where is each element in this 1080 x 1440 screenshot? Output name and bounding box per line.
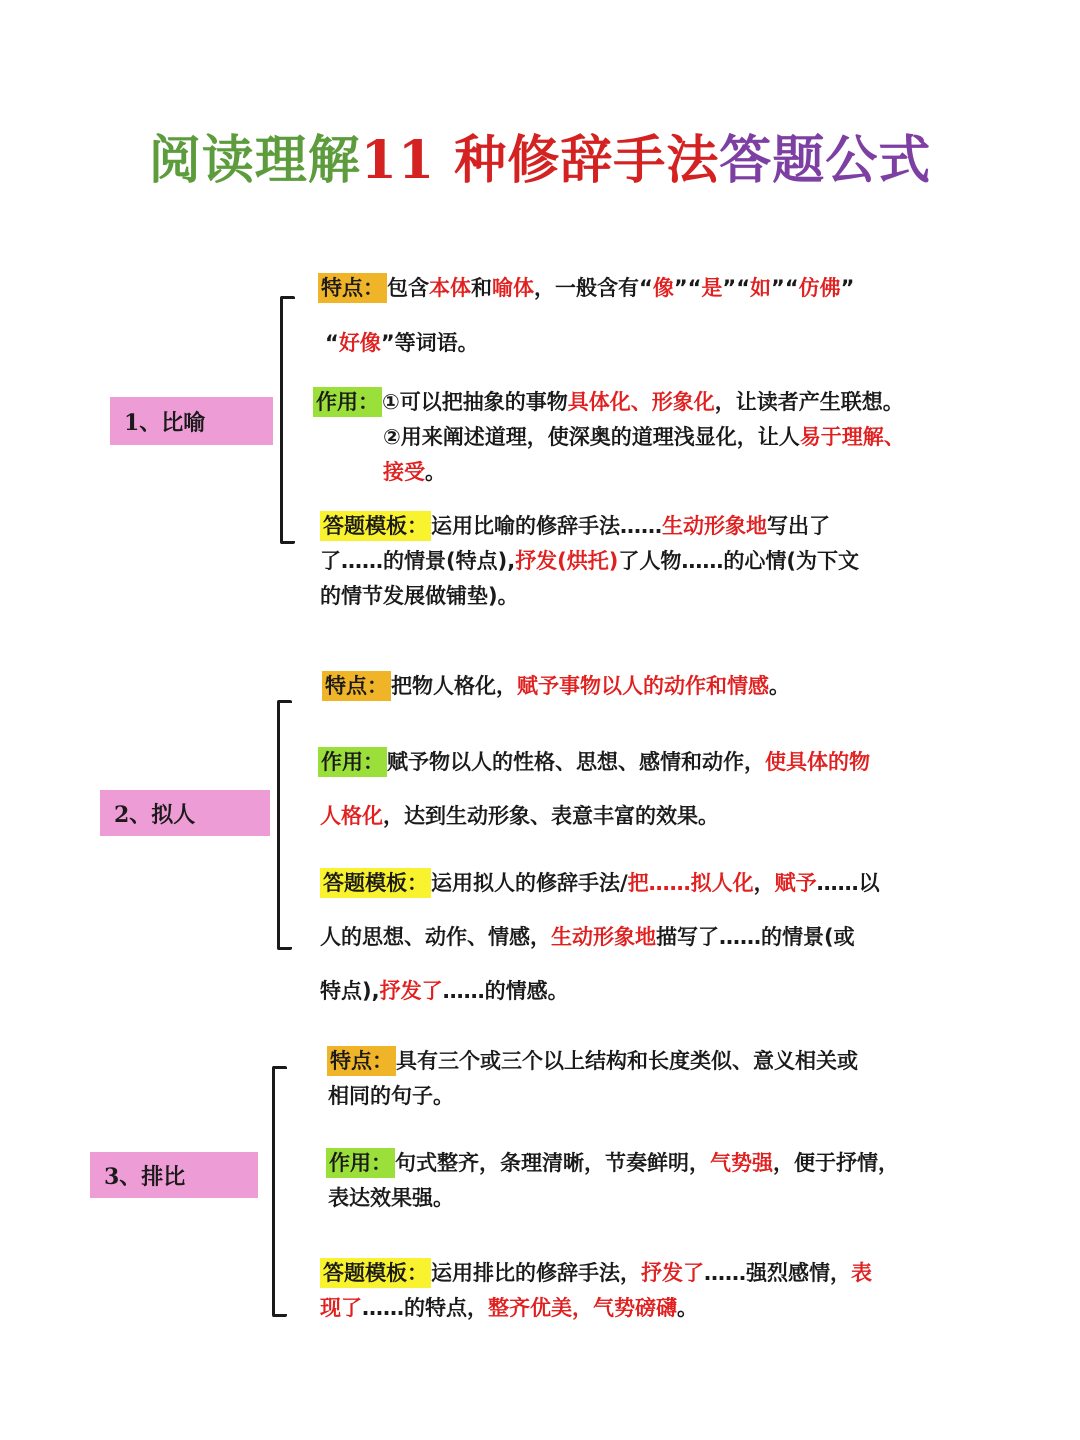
template-line-2 (320, 921, 855, 951)
bracket-3 (272, 1066, 287, 1317)
template-tag: 答题模板： (320, 868, 431, 898)
highlight: 如 (750, 276, 772, 300)
effect-tag: 作用： (318, 747, 387, 777)
template-line-1 (320, 1257, 872, 1287)
feature-tag: 特点： (327, 1046, 396, 1076)
feature-line-1 (327, 1045, 858, 1075)
effect-line-1 (318, 746, 870, 776)
text: ②用来阐述道理，使深奥的道理浅显化，让人 (383, 425, 800, 449)
highlight: 抒发了 (379, 979, 443, 1003)
text: 具有三个或三个以上结构和长度类似、意义相关或 (396, 1049, 858, 1073)
template-line-1 (320, 510, 830, 540)
highlight: 赋予 (774, 871, 817, 895)
highlight: 把……拟人化 (627, 871, 754, 895)
feature-line-2 (328, 1080, 454, 1110)
highlight: 现了 (320, 1296, 362, 1320)
text: 运用排比的修辞手法， (431, 1261, 641, 1285)
effect-line-2 (383, 421, 905, 451)
effect-tag: 作用： (313, 387, 382, 417)
text: ……的特点， (362, 1296, 488, 1320)
highlight: 具体化、形象化 (567, 390, 715, 414)
effect-line-2 (320, 800, 719, 830)
text: 特点), (320, 979, 380, 1003)
template-line-2 (320, 545, 859, 575)
bracket-2 (277, 700, 292, 950)
text: 的情节发展做铺垫)。 (320, 584, 519, 608)
text: ” (840, 276, 855, 300)
text: 。 (769, 674, 790, 698)
feature-line-2 (325, 327, 479, 357)
text: ，便于抒情， (773, 1151, 899, 1175)
highlight: 生动形象地 (551, 925, 656, 949)
text: 了人物……的心情(为下文 (618, 549, 859, 573)
highlight: 接受 (383, 460, 425, 484)
highlight: 仿佛 (798, 276, 841, 300)
text: 描写了……的情景(或 (656, 925, 855, 949)
section-label-2: 2、拟人 (100, 790, 270, 836)
text: 。 (425, 460, 446, 484)
text: ……的情感。 (442, 979, 569, 1003)
highlight: 是 (701, 276, 723, 300)
feature-line-1 (322, 670, 790, 700)
text: “ (325, 331, 339, 355)
template-tag: 答题模板： (320, 1258, 431, 1288)
effect-line-3 (383, 456, 446, 486)
text: ……以 (816, 871, 880, 895)
feature-line-1 (318, 272, 854, 302)
text: ”“ (771, 276, 799, 300)
highlight: 人格化 (320, 804, 383, 828)
template-line-1 (320, 867, 880, 897)
highlight: 抒发(烘托) (515, 549, 619, 573)
highlight: 整齐优美，气势磅礴 (488, 1296, 677, 1320)
text: 写出了 (767, 514, 830, 538)
text: 把物人格化， (391, 674, 517, 698)
text: ”“ (722, 276, 751, 300)
highlight: 表 (851, 1261, 872, 1285)
highlight: 气势强 (710, 1151, 773, 1175)
text: ①可以把抽象的事物 (382, 390, 568, 414)
text: ”等词语。 (380, 331, 479, 355)
highlight: 喻体 (492, 276, 534, 300)
text: ，达到生动形象、表意丰富的效果。 (383, 804, 719, 828)
feature-tag: 特点： (322, 671, 391, 701)
bracket-1 (280, 296, 295, 544)
highlight: 抒发了 (641, 1261, 704, 1285)
text: 表达效果强。 (328, 1186, 454, 1210)
template-line-3 (320, 580, 519, 610)
section-label-1: 1、比喻 (110, 397, 273, 445)
highlight: 好像 (338, 331, 381, 355)
effect-line-2 (328, 1182, 454, 1212)
title-part2: 11 种修辞手法 (360, 130, 720, 191)
highlight: 使具体的物 (765, 750, 870, 774)
effect-line-1 (313, 386, 904, 416)
highlight: 像 (652, 276, 674, 300)
text: ， (753, 871, 775, 895)
title-part3: 答题公式 (719, 130, 932, 191)
section-label-3: 3、排比 (90, 1152, 258, 1198)
text: ”“ (673, 276, 702, 300)
title-part1: 阅读理解 (148, 130, 361, 191)
text: 包含 (387, 276, 429, 300)
text: 赋予物以人的性格、思想、感情和动作， (387, 750, 765, 774)
highlight: 赋予事物以人的动作和情感 (517, 674, 769, 698)
text: 运用拟人的修辞手法/ (431, 871, 628, 895)
text: ，让读者产生联想。 (714, 390, 904, 414)
feature-tag: 特点： (318, 273, 387, 303)
effect-tag: 作用： (326, 1148, 395, 1178)
effect-line-1 (326, 1147, 899, 1177)
text: 运用比喻的修辞手法…… (431, 514, 662, 538)
text: 人的思想、动作、情感， (320, 925, 551, 949)
template-tag: 答题模板： (320, 511, 431, 541)
text: 。 (677, 1296, 698, 1320)
template-line-2 (320, 1292, 698, 1322)
page-title (0, 118, 1080, 193)
highlight: 易于理解、 (799, 425, 905, 449)
text: ，一般含有“ (534, 276, 653, 300)
text: ……强烈感情， (704, 1261, 851, 1285)
text: 和 (471, 276, 492, 300)
highlight: 生动形象地 (662, 514, 767, 538)
highlight: 本体 (429, 276, 471, 300)
text: 了……的情景(特点), (320, 549, 516, 573)
template-line-3 (320, 975, 569, 1005)
text: 相同的句子。 (328, 1084, 454, 1108)
text: 句式整齐，条理清晰，节奏鲜明， (395, 1151, 710, 1175)
